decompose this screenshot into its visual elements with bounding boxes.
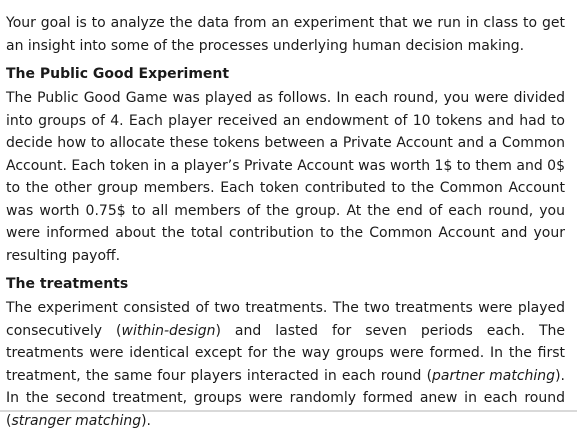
treatments-em-stranger-matching: stranger matching (11, 412, 142, 429)
intro-paragraph: Your goal is to analyze the data from an experiment that we run in class to get an insight into some of the processes underlying human decision making. (6, 15, 565, 54)
treatments-em-partner-matching: partner matching (432, 367, 556, 384)
treatments-em-within-design: within-design (121, 322, 216, 339)
section-heading-treatments: The treatments (6, 276, 129, 292)
treatments-text-a: The experiment consisted of two treatments. The two treatments were played consecutively ( (6, 300, 565, 339)
treatments-text-c: ). In the second treatment, groups were randomly formed anew in each round ( (6, 367, 565, 429)
treatments-text-d: ). (141, 412, 152, 429)
treatments-text-b: ) and lasted for seven periods each. The treatments were identical except for the way groups were formed. In the first treatment, the same four players interacted in each round ( (6, 322, 565, 384)
public-good-paragraph: The Public Good Game was played as follows. In each round, you were divided into groups of 4. Each player received an endowment of 10 tokens and had to decide how to allocate these tokens between a Private Account and a Common Account. Each token in a player’s Private Account was worth 1$ to them and 0$ to the other group members. Each token contributed to the Common Account was worth 0.75$ to all members of the group. At the end of each round, you were informed about the total contribution to the Common Account and your resulting payoff. (6, 90, 565, 264)
section-heading-public-good: The Public Good Experiment (6, 66, 230, 82)
bottom-divider (0, 410, 577, 412)
